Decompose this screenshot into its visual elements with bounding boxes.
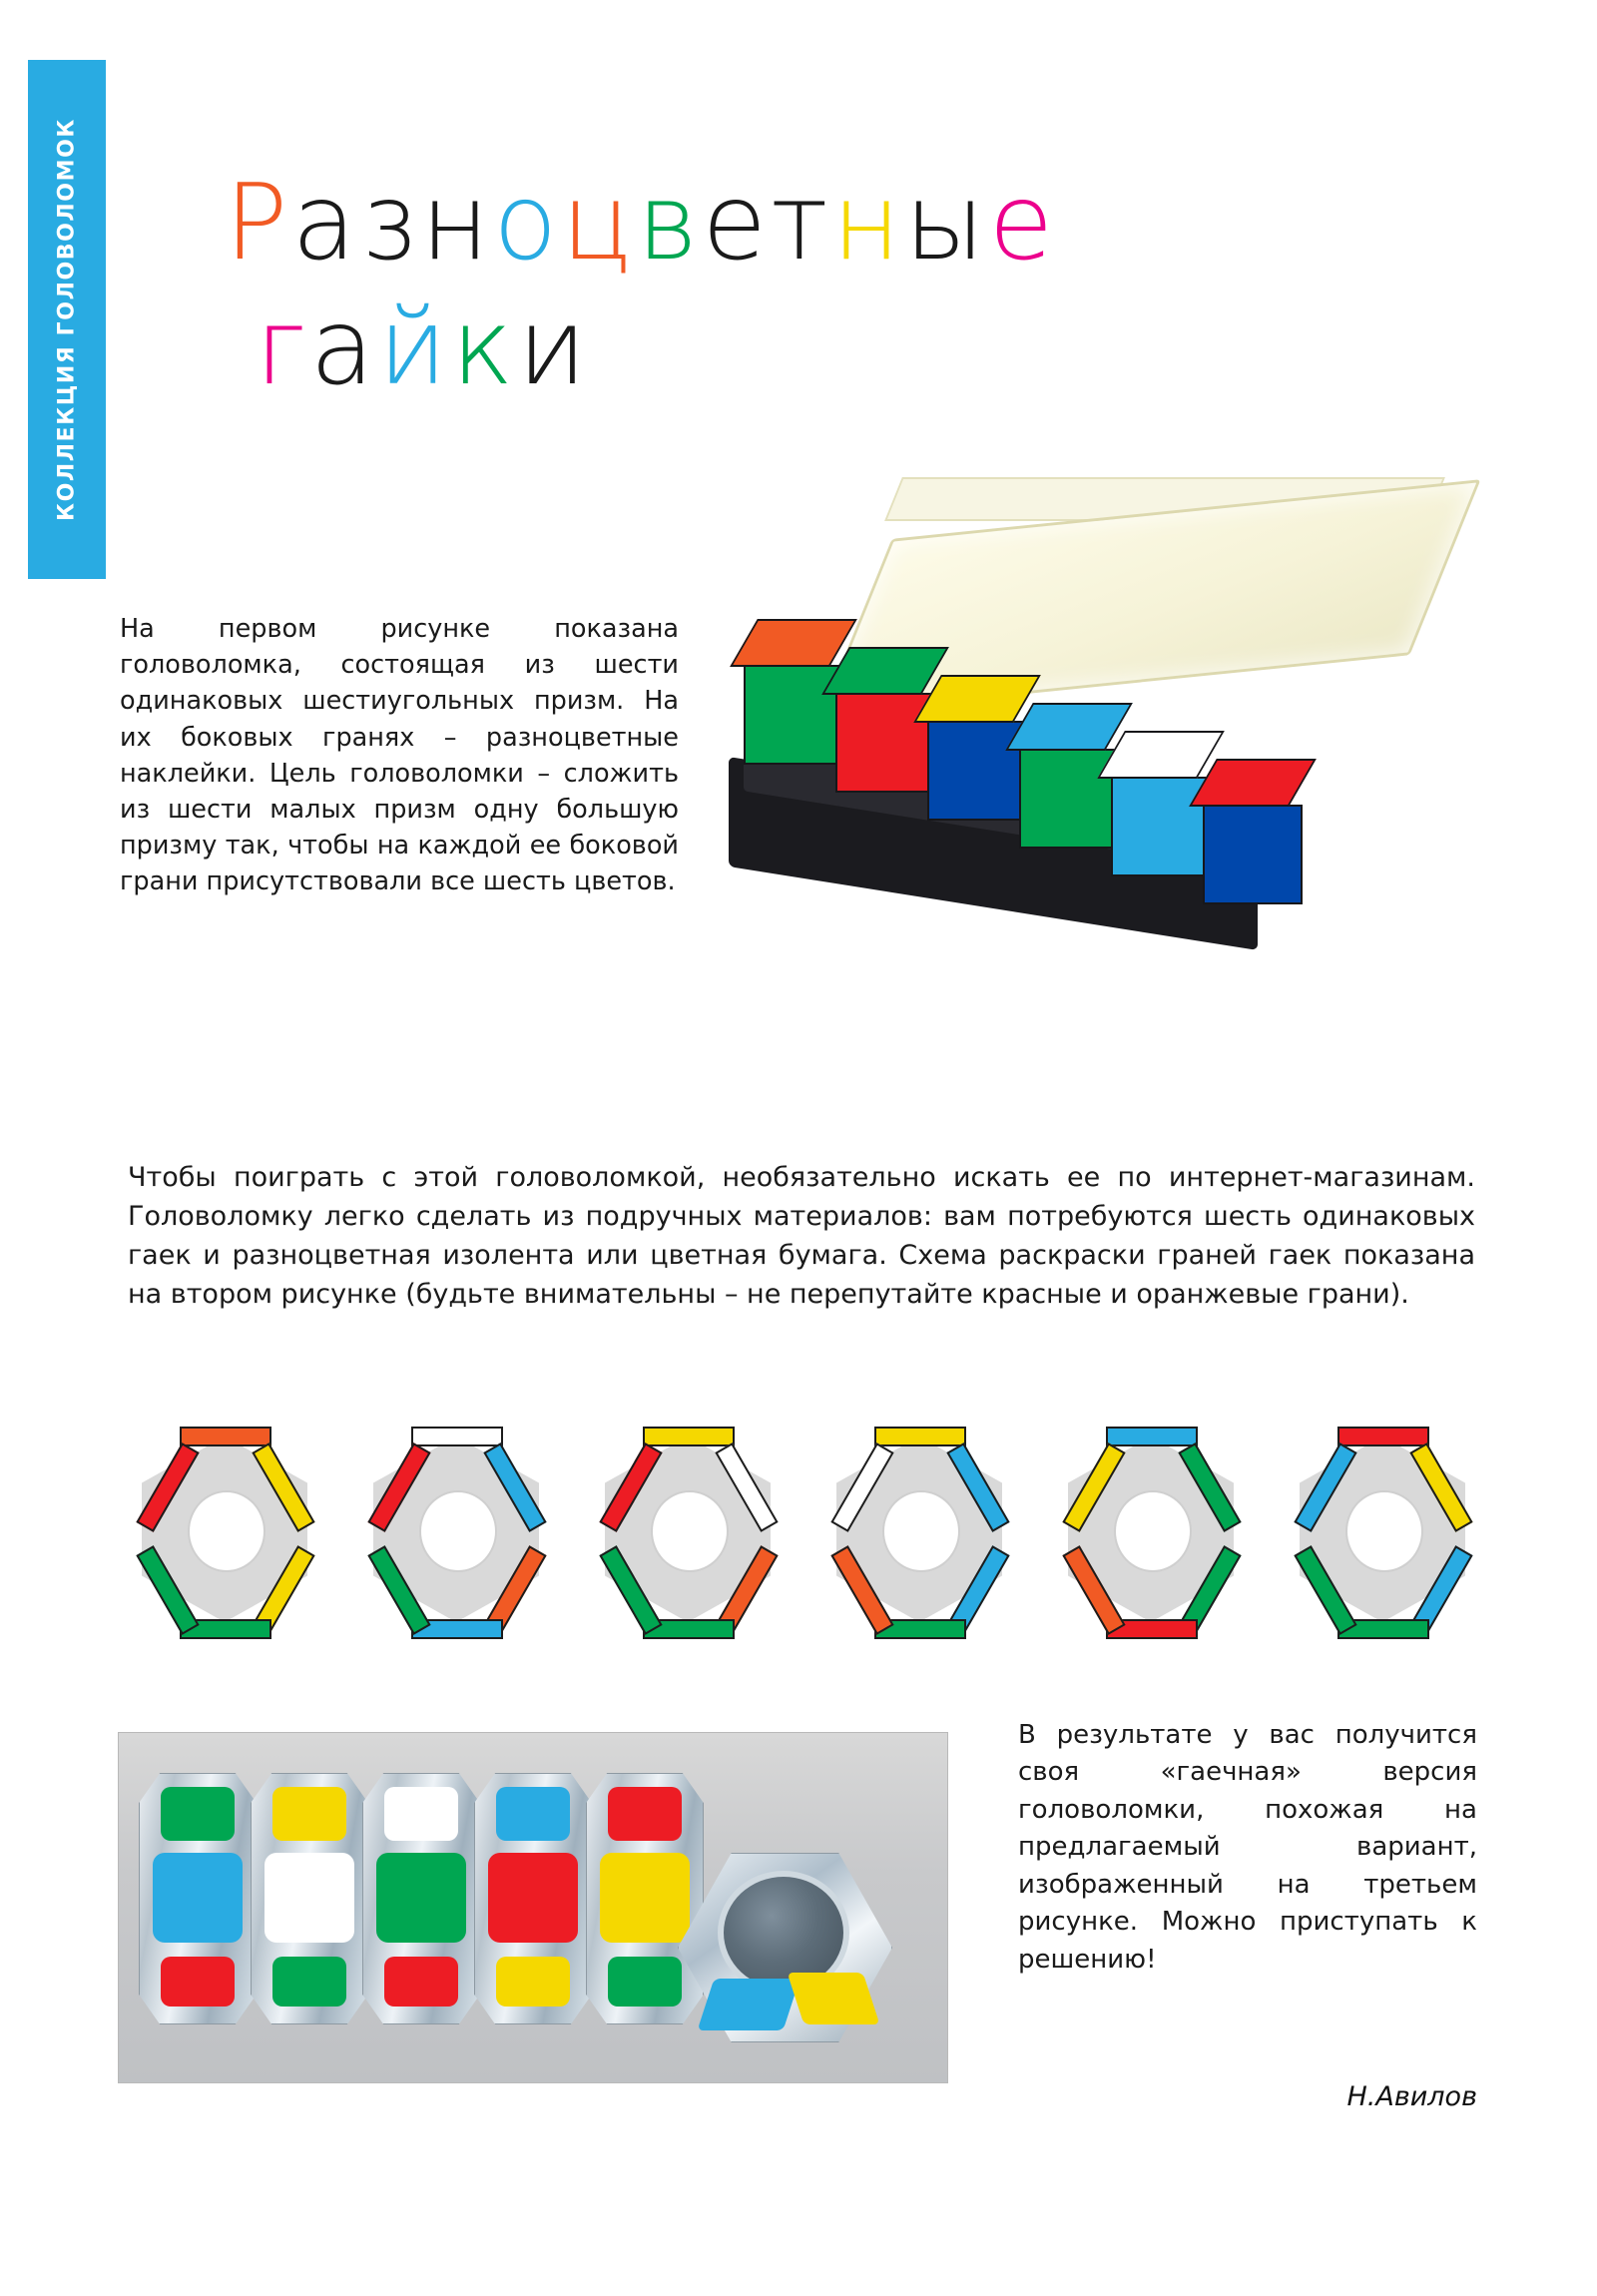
hex-hole — [419, 1490, 497, 1572]
title-letter: ц — [561, 162, 637, 284]
nut-sticker-bottom — [384, 1957, 458, 2007]
title-letter: в — [636, 162, 703, 284]
nut — [139, 1773, 255, 2022]
hex-nut-diagram — [351, 1423, 561, 1637]
page-title-line-1 — [225, 162, 1323, 284]
nut-sticker-middle — [265, 1853, 354, 1943]
title-letter: и — [517, 287, 591, 409]
hex-nut-diagram — [120, 1423, 329, 1637]
title-letter: г — [255, 287, 310, 409]
hex-edge-top — [411, 1427, 503, 1446]
title-letter: т — [770, 162, 832, 284]
title-letter: н — [420, 162, 494, 284]
hex-nut-diagram — [583, 1423, 793, 1637]
nut-sticker-top — [384, 1787, 458, 1841]
nut — [474, 1773, 590, 2022]
title-letter: Р — [225, 162, 292, 284]
prism-front-face — [835, 693, 935, 793]
nut-sticker-bottom — [272, 1957, 346, 2007]
title-letter: з — [359, 162, 421, 284]
hex-edge-top — [874, 1427, 966, 1446]
title-letter: а — [309, 287, 378, 409]
hex-hole — [882, 1490, 960, 1572]
title-letter: ы — [904, 162, 989, 284]
title-letter: е — [702, 162, 771, 284]
hex-nut-diagram — [1278, 1423, 1487, 1637]
hex-nut-diagram — [814, 1423, 1024, 1637]
prism-front-face — [1111, 777, 1211, 876]
loose-nut — [678, 1853, 892, 2042]
prism-front-face — [1019, 749, 1119, 849]
nut — [362, 1773, 478, 2022]
page-title-line-2 — [255, 287, 1323, 409]
prism-front-face — [744, 665, 843, 765]
nut-sticker-top — [272, 1787, 346, 1841]
hex-edge-top — [1106, 1427, 1198, 1446]
loose-nut-face-left — [698, 1979, 800, 2030]
nut-sticker-middle — [153, 1853, 243, 1943]
nut-sticker-top — [161, 1787, 235, 1841]
prism-top-face — [1189, 759, 1317, 807]
side-tab-label: КОЛЛЕКЦИЯ ГОЛОВОЛОМОК — [54, 118, 80, 521]
figure-hex-coloring-scheme — [120, 1423, 1497, 1652]
title-letter: а — [291, 162, 360, 284]
hex-hole — [1345, 1490, 1423, 1572]
hex-edge-top — [643, 1427, 735, 1446]
nut-sticker-bottom — [496, 1957, 570, 2007]
prism — [1203, 759, 1299, 904]
nut-sticker-bottom — [161, 1957, 235, 2007]
nut-sticker-middle — [376, 1853, 466, 1943]
hex-hole — [1114, 1490, 1192, 1572]
collection-side-tab — [28, 60, 106, 579]
prism-front-face — [927, 721, 1027, 821]
nut-sticker-bottom — [608, 1957, 682, 2007]
title-letter: й — [377, 287, 452, 409]
intro-paragraph: На первом рисунке показана головоломка, состоящая из шести одинаковых шестиугольных призм. На их боковых гранях – разноцветные наклейки. Цель головоломки – сложить из шести малых призм одну большую призму так, чтобы на каждой ее боковой грани присутствовали все шесть цветов. — [120, 614, 679, 897]
title-letter: о — [493, 162, 562, 284]
nut-sticker-middle — [600, 1853, 690, 1943]
nut-sticker-middle — [488, 1853, 578, 1943]
title-letter: к — [451, 287, 518, 409]
hex-nut-diagram — [1046, 1423, 1256, 1637]
title-letter: е — [988, 162, 1058, 284]
hex-edge-top — [1337, 1427, 1429, 1446]
nut-sticker-top — [496, 1787, 570, 1841]
hex-edge-top — [180, 1427, 271, 1446]
hex-hole — [651, 1490, 729, 1572]
nut — [251, 1773, 366, 2022]
page-title — [225, 162, 1323, 409]
howto-paragraph: Чтобы поиграть с этой головоломкой, необязательно искать ее по интернет-магазинам. Головоломку легко сделать из подручных материалов: вам потребуются шесть одинаковых гаек и разноцветная изолента или цветная бумага. Схема раскраски граней гаек показана на втором рисунке (будьте внимательны – не перепутайте красные и оранжевые грани). — [128, 1162, 1475, 1311]
author-signature: Н.Авилов — [1346, 2081, 1477, 2112]
nut-sticker-top — [608, 1787, 682, 1841]
title-letter: н — [831, 162, 905, 284]
prism-front-face — [1203, 805, 1303, 904]
figure-real-nuts — [118, 1732, 948, 2083]
hex-hole — [188, 1490, 266, 1572]
result-paragraph: В результате у вас получится своя «гаечная» версия головоломки, похожая на предлагаемый вариант, изображенный на третьем рисунке. Можно приступать к решению! — [1018, 1720, 1477, 1975]
figure-boxed-puzzle — [689, 499, 1467, 1078]
